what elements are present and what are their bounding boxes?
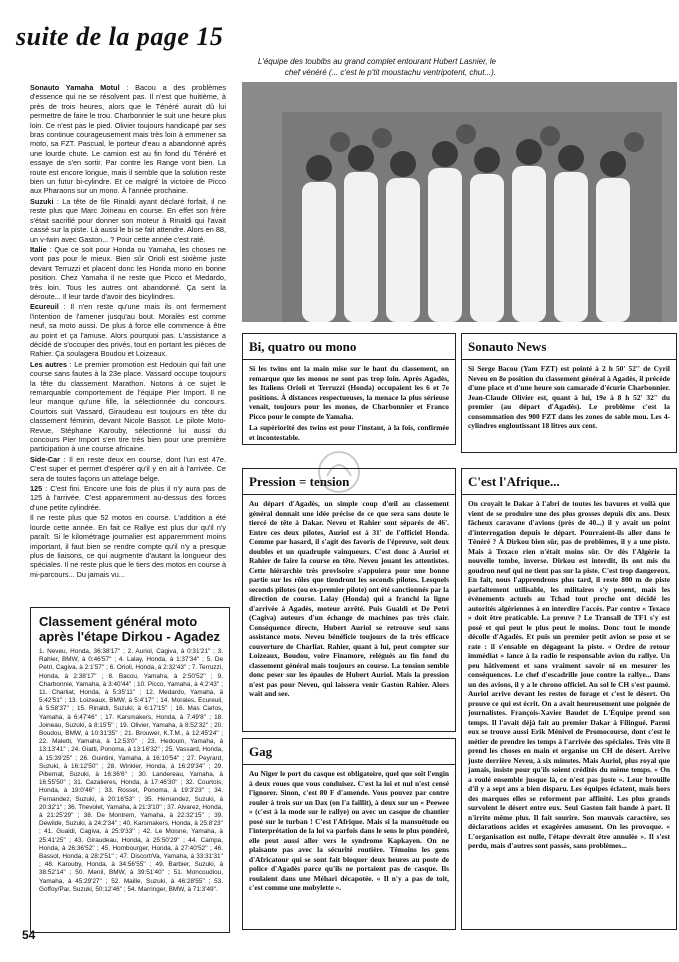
box-text: Au Niger le port du casque est obligatoire, quel que soit l'engin à deux roues que vous conduisez. C'est la loi et nul n'est censé l'ignorer. Sinon, c'est 80 F d'amende. Vous pouvez par contre rouler à trois sur un Dax (on l'a faillit), à deux sur un « Peewee » (c'est à la mode sur le rallye) ou avec un casque de chantier posé sur le turban ! C'est l'Afrique. Mais si la mansuétude ou l'interprétation de la loi va parfois dans le sens le plus pondéré, elle peut aussi aller vers le syndrome Kapkayen. On ne plaisante pas avec la sécurité routière. Témoins les gens d'Africatour qui se sont fait bloquer deux heures au poste de police d'Agadès parce qu'ils ne portaient pas de casque. Ils roulaient dans une Méhari décapotée. « Il n'y a pas de toit, c'est comme une mobylette ». bbox=[249, 769, 449, 892]
paragraph-text: : La tête de file Rinaldi ayant déclaré forfait, il ne reste plus que Marc Joineau en course. En effet son frère s'était sacrifié pour donner son moteur à Rinaldi qui l'avait cassé sur la piste. Là aussi le bi se fait attendre. Alors en 88, un v-twin avec Gaston... ? Pour cette année c'est raté. bbox=[30, 196, 226, 244]
paragraph-text: Il ne reste plus que 52 motos en course. L'addition a été lourde cette année. En fait ce Rallye est plus dur qu'il n'y paraît. Si le kilométrage journalier est apparemment moins important, il faut bien se rendre compte qu'il n'y a presque plus de liaisons, ce qui augmente d'autant la longueur des spéciales. Il ne reste plus que le tiers des motos en course à mi-parcours... Du jamais vu... bbox=[30, 513, 226, 579]
box-gag bbox=[242, 738, 456, 930]
paragraph-text: : Le premier promotion est Hedouin qui fait une course sans fautes à la 23e place. Vassard occupe toujours la tête du classement Marathon. Notons à ce sujet le remarquable comportement de l'équipe Pier Import. Il ne leur manque qu'une fille, la sélectionnée du concours. Courtois suit Vassard, Giraudeau est toujours en tête du classement féminin, devant Nicole Bassot. Le pilote Moto-Revue, Stéphane Karouby, sélectionné lui aussi du concours Pier Import s'en tire très bien pour une première participation à une course africaine. bbox=[30, 359, 226, 454]
paragraph-text: : C'est fini. Encore une fois de plus il n'y aura pas de 125 à l'arrivée. C'est apparemment au-dessus des forces d'une petite cylindrée. bbox=[30, 484, 226, 512]
box-title: C'est l'Afrique... bbox=[462, 469, 676, 495]
lead-label: Ecureuil bbox=[30, 302, 59, 312]
lead-label: Side-Car bbox=[30, 454, 61, 464]
paragraph-suzuki bbox=[30, 197, 226, 244]
page-number: 54 bbox=[22, 928, 36, 942]
box-bi-quatro bbox=[242, 333, 456, 445]
article-body bbox=[30, 83, 226, 580]
lead-label: Italie bbox=[30, 244, 47, 254]
group-photo-illustration bbox=[282, 112, 662, 322]
box-sonauto bbox=[461, 333, 677, 453]
paragraph-ecureuil bbox=[30, 302, 226, 358]
box-title: Pression = tension bbox=[243, 469, 455, 495]
paragraph-125 bbox=[30, 484, 226, 512]
box-afrique bbox=[461, 468, 677, 930]
box-title: Gag bbox=[243, 739, 455, 765]
box-text: Si Serge Bacou (Yam FZT) est pointé à 2 h 50' 52'' de Cyril Neveu en 8e position du classement général à Agadès, il précède d'une place et d'une heure son camarade d'écurie Charbonnier. Jean-Claude Olivier est, quant à lui, 19e à 8 h 52' 32'' du premier (au départ d'Agadès). Le problème c'est la consommation des 900 FZT dans les zones de sable mou. Les 4-cylindres engloutissant 18 litres aux cent. bbox=[468, 364, 670, 430]
box-paragraph: Si les twins ont la main mise sur le haut du classement, on remarque que les monos ne sont pas trop loin. Après Agadès, les Italiens Orioli et Terruzzi (Honda) occupaient les 6 et 7e positions. À distances respectueuses, la menace la plus sérieuse venait, toujours pour les monos, de Charbonnier et Franco Picco pour le compte de Yamaha. bbox=[249, 364, 449, 421]
continuation-headline: suite de la page 15 bbox=[16, 22, 224, 51]
box-text: On croyait le Dakar à l'abri de toutes les bavures et voilà que vient de se produire une des plus grosses depuis dix ans. Deux fâcheux caravane d'avions (près de 40...) il y avait un point d'interrogation depuis le départ. Pourraient-ils aller dans le Ténéré ? À Dirkou bien sûr, pas de problèmes, il y a une piste. Mais à Texaco rien n'était moins sûr. Or dès l'Algérie la nouvelle tombe, inverse. Dirkou est interdit, ils ont mis du goudron neuf qui ne tient pas sur la piste. C'est trop dangereux. En fait, nous l'apprendrons plus tard, il reste 800 m de piste parfaitement utilisable, les militaires s'y posent, mais les événements actuels au Tchad tout proche ont décidé les autorités algériennes à en interdire l'accès. Par contre « Texaco » doit être praticable. La preuve ? Le Transall de TF1 s'y est posé et qui peut le plus peut le moins. Donc tout le monde décolle d'Agadès. Et puis un premier petit avion se pose et se rate : il s'ensable en dégageant la piste. « Ordre de retour immédiat » lance à la radio le responsable avion du rallye. Un peu hâtivement et sans vraiment savoir ni en mesurer les conséquences. Le chef d'escadrille joue contre la rallye... Dans un des avions, il y a le chrono officiel. Au sol le CH s'est paumé. Auriol arrive devant les restes de forage et c'est le désert. On prouve ce qui est écrit. On a avait heureusement une poignée de journalistes. François-Xavier Baudet de L'Équipe prend son temps. Il l'avait déjà fait au premier Dakar à Filingué. Parmi eux se trouve aussi Erik Ménivel de Promocourse, dont c'est le métier de prendre les temps à l'arrivée des spéciales. Très vite il prend les choses en main et organise un CH de désert. Arrive juste derrière Neveu, à six minutes. Mais Auriol, plus royal que jamais, insiste pour qu'ils soient crédités du même temps. « On a roulé ensemble jusque là, ce n'est pas juste ». Leur brouille d'il y a sept ans a bien disparu. Les équipes éclatent, mais hors des marques elles se reforment par affinité. Les plus grands survolent le désert entre eux. Seul Gaston fait bande à part. Il n'irrite même plus. Il fait sourire. Son mauvais caractère, ses déclarations acides et exagérées amusent. On les provoque. « L'organisation est nulle, l'étape devrait être annulée ». Il s'est perdu, mais d'autres sont passés, sans problèmes... bbox=[468, 499, 670, 850]
paragraph-side-car bbox=[30, 455, 226, 483]
paragraph-text: : Que ce soit pour Honda ou Yamaha, les choses ne vont pas pour le mieux. Bien sûr Orioli est sixième juste devant Terruzzi et placent donc les Honda mono en bonne position. Chez Yamaha il ne reste que Picco et Medardo, très loin. Tous les autres ont abandonné. Ça sent la déroute... Il leur tarde d'avoir des bicylindres. bbox=[30, 244, 226, 301]
lead-label: 125 bbox=[30, 484, 43, 494]
box-text: Au départ d'Agadès, un simple coup d'œil au classement général donnait une idée précise de ce que sera sans doute le tiercé de tête à Dakar. Neveu et Rahier sont séparés de 46'. Entre ces deux pilotes, Auriol est à 31' de l'officiel Honda. Comme par hasard, il s'agit des favoris de l'épreuve, soit deux doubles et un quadruple vainqueurs. C'est donc à Auriol et Rahier de faire la course en tête. Neveu jouant les attentistes. Cette hiérarchie très provisoire s'appuiera pour une bonne partie sur les rôles que tiendront les seconds pilotes. Lesquels seconds pilotes (ou ex-premier pilote) ont été sanctionnés par la direction de course. Lalay (Honda) qui a franchi la ligne d'arrivée à Agadès, moteur arrêté. Puis Gualdi et De Petri (Cagiva) auteurs d'un échange de machines pas très clair. Conséquence directe, Hubert Auriol se retrouve seul sans assistance moto. Neveu bénéficie toujours de la très efficace couverture de Charliat. Rahier, quant à lui, peut compter sur Loizeaux, Boudou, voire Finamore, relégués au fin fond du classement général mais toujours en course. La tension semble donc peser sur les épaules de Hubert Auriol. Mais la pression n'est pas pour Neveu, qui laissera venir Gaston Rahier. Alors wait and see. bbox=[249, 499, 449, 698]
paragraph-italie bbox=[30, 245, 226, 301]
lead-label: Suzuki bbox=[30, 196, 54, 206]
lead-label: Sonauto Yamaha Motul bbox=[30, 83, 120, 92]
classement-title: Classement général moto après l'étape Dirkou - Agadez bbox=[39, 614, 221, 644]
classement-box bbox=[30, 607, 230, 933]
paragraph-text: : Il en reste deux en course, dont l'un est 47e. C'est super et permet d'espérer qu'il y en ait à l'arrivée. Ce sera de toutes façons un attelage belge. bbox=[30, 454, 226, 483]
classement-list: 1. Neveu, Honda, 36:38'17'' ; 2. Auriol, Cagiva, à 0:31'21'' ; 3. Rahier, BMW, à 0:46'57'' ; 4. Lalay, Honda, à 1:37'34'' ; 5. De Petri, Cagiva, à 2:1'57'' ; 6. Orioli, Honda, à 2:32'43'' ; 7. Terruzzi, Honda, à 2:38'17'' ; 8. Bacou, Yamaha, à 2:50'52'' ; 9. Charbonnie, Yamaha, à 3:40'44'' ; 10. Picco, Yamaha, à 4:2'43'' ; 11. Charliat, Honda, à 5:35'11'' ; 12. Medardo, Yamaha, à 5:42'51'' ; 13. Loizeaux, BMW, à 5:4'17'' ; 14. Morales, Ecureuil, à 5:58'37'' ; 15. Rinaldi, Suzuki, à 6:17'15'' ; 16. Mas Carlos, Yamaha, à 6:47'46'' ; 17. Karsmakers, Honda, à 7:49'8'' ; 18. Joineau, Suzuki, à 8:15'5'' ; 19. Olivier, Yamaha, à 8:52'32'' ; 20. Boudou, BMW, à 10:31'35'' ; 21. Brouwer, K.T.M., à 12:45'24'' ; 22. Maletti, Yamaha, à 12:53'0'' ; 23. Hedouin, Yamaha, à 13:13'41'' ; 24. Giatti, Ponoma, à 13:16'32'' ; 25. Vassard, Honda, à 15:39'25'' ; 26. Guintini, Yamaha, à 16:10'54'' ; 27. Peyrard, Suzuki, à 16:12'50'' ; 28. Winkler, Honda, à 16:29'34'' ; 29. Pibernat, Suzuki, à 16:36'6'' ; 30. Landereau, Yamaha, à 16:55'50'' ; 31. Cazalieres, Honda, à 17:46'30'' ; 32. Courtois, Honda, à 19:0'46'' ; 33. Rosset, Ponoma, à 19:3'23'' ; 34. Fernandez, Suzuki, à 20:16'53'' ; 35. Hernandez, Suzuki, à 20:32'1'' ; 36. Thevolet, Yamaha, à 21:3'10'' ; 37. Alvarez, Honda, à 21:25'29'' ; 38. De Montrem, Yamaha, à 22:32'15'' ; 39. Dewilde, Suzuki, à 24:2'34'' ; 40. Karsmakers, Honda, à 25:8'23'' ; 41. Gualdi, Cagiva, à 25:9'33'' ; 42. Le Moisne, Yamaha, à 25:41'25'' ; 43. Giraudeau, Honda, à 25:50'29'' ; 44. Campa, Honda, à 26:36'52'' ; 45. Hombourger, Honda, à 27:40'52'' ; 46. Bassot, Honda, à 28:2'51'' ; 47. Discort/Va, Yamaha, à 33:31'31'' ; 48. Karouby, Honda, à 34:56'55'' ; 49. Barbier, Suzuki, à 38:52'14'' ; 50. Menil, BMW, à 39:51'40'' ; 51. Moncoudiou, Yamaha, à 45:29'27'' ; 52. Maille, Suzuki, à 46:28'55'' ; 53. Goffoy/Par, Suzuki, 50:12'46'' ; 54. Marringer, BMW, à 71:3'49''. bbox=[39, 648, 223, 893]
photo-caption: L'équipe des toubibs au grand complet entourant Hubert Lasnier, le chef vénéré (... c'est le p'tit moustachu ventripotent, chut...). bbox=[257, 57, 496, 77]
paragraph-text: : Bacou a des problèmes d'essence qui ne se résolvent pas. Il n'est que huitième, à près de trois heures, alors que le Ténéré aurait dû lui permettre de faire le trou. Charbonnier le suit une heure plus loin. Ce n'est pas le pied. Olivier toujours handicapé par ses bras continue courageusement mais très loin à emmener sa moto, sa FZT. Pascual, le porteur d'eau a abandonné après une lourde chute. Le camion est au fin fond du Ténéré et essaye de s'en sortir. Par contre les Range vont bien. La route est encore longue, mais il semble que la solution reste bien un futur bi-cylindre. Et ce malgré la victoire de Picco aux Pharaons sur un mono. À l'année prochaine. bbox=[30, 83, 226, 196]
box-title: Bi, quatro ou mono bbox=[243, 334, 455, 360]
team-photo bbox=[242, 82, 677, 322]
box-title: Sonauto News bbox=[462, 334, 676, 360]
paragraph-sonauto bbox=[30, 83, 226, 196]
paragraph-les-autres bbox=[30, 360, 226, 454]
paragraph-text: : Il n'en reste qu'une mais ils ont fermement l'intention de l'amener jusqu'au bout. Moralès est comme neuf, sa moto aussi. De plus à force elle commence à être au point et ça l'amuse. Alors pourquoi pas. L'assistance a décidé de s'occuper des privés, tout en portant les pièces de Rahier. Ça soulagera Boudou et Loizeaux. bbox=[30, 302, 226, 359]
box-paragraph: La supériorité des twins est pour l'instant, à la fois, confirmée et incontestable. bbox=[249, 423, 449, 442]
box-text bbox=[243, 360, 455, 448]
paragraph-conclusion bbox=[30, 513, 226, 579]
box-pression bbox=[242, 468, 456, 732]
lead-label: Les autres bbox=[30, 359, 68, 369]
